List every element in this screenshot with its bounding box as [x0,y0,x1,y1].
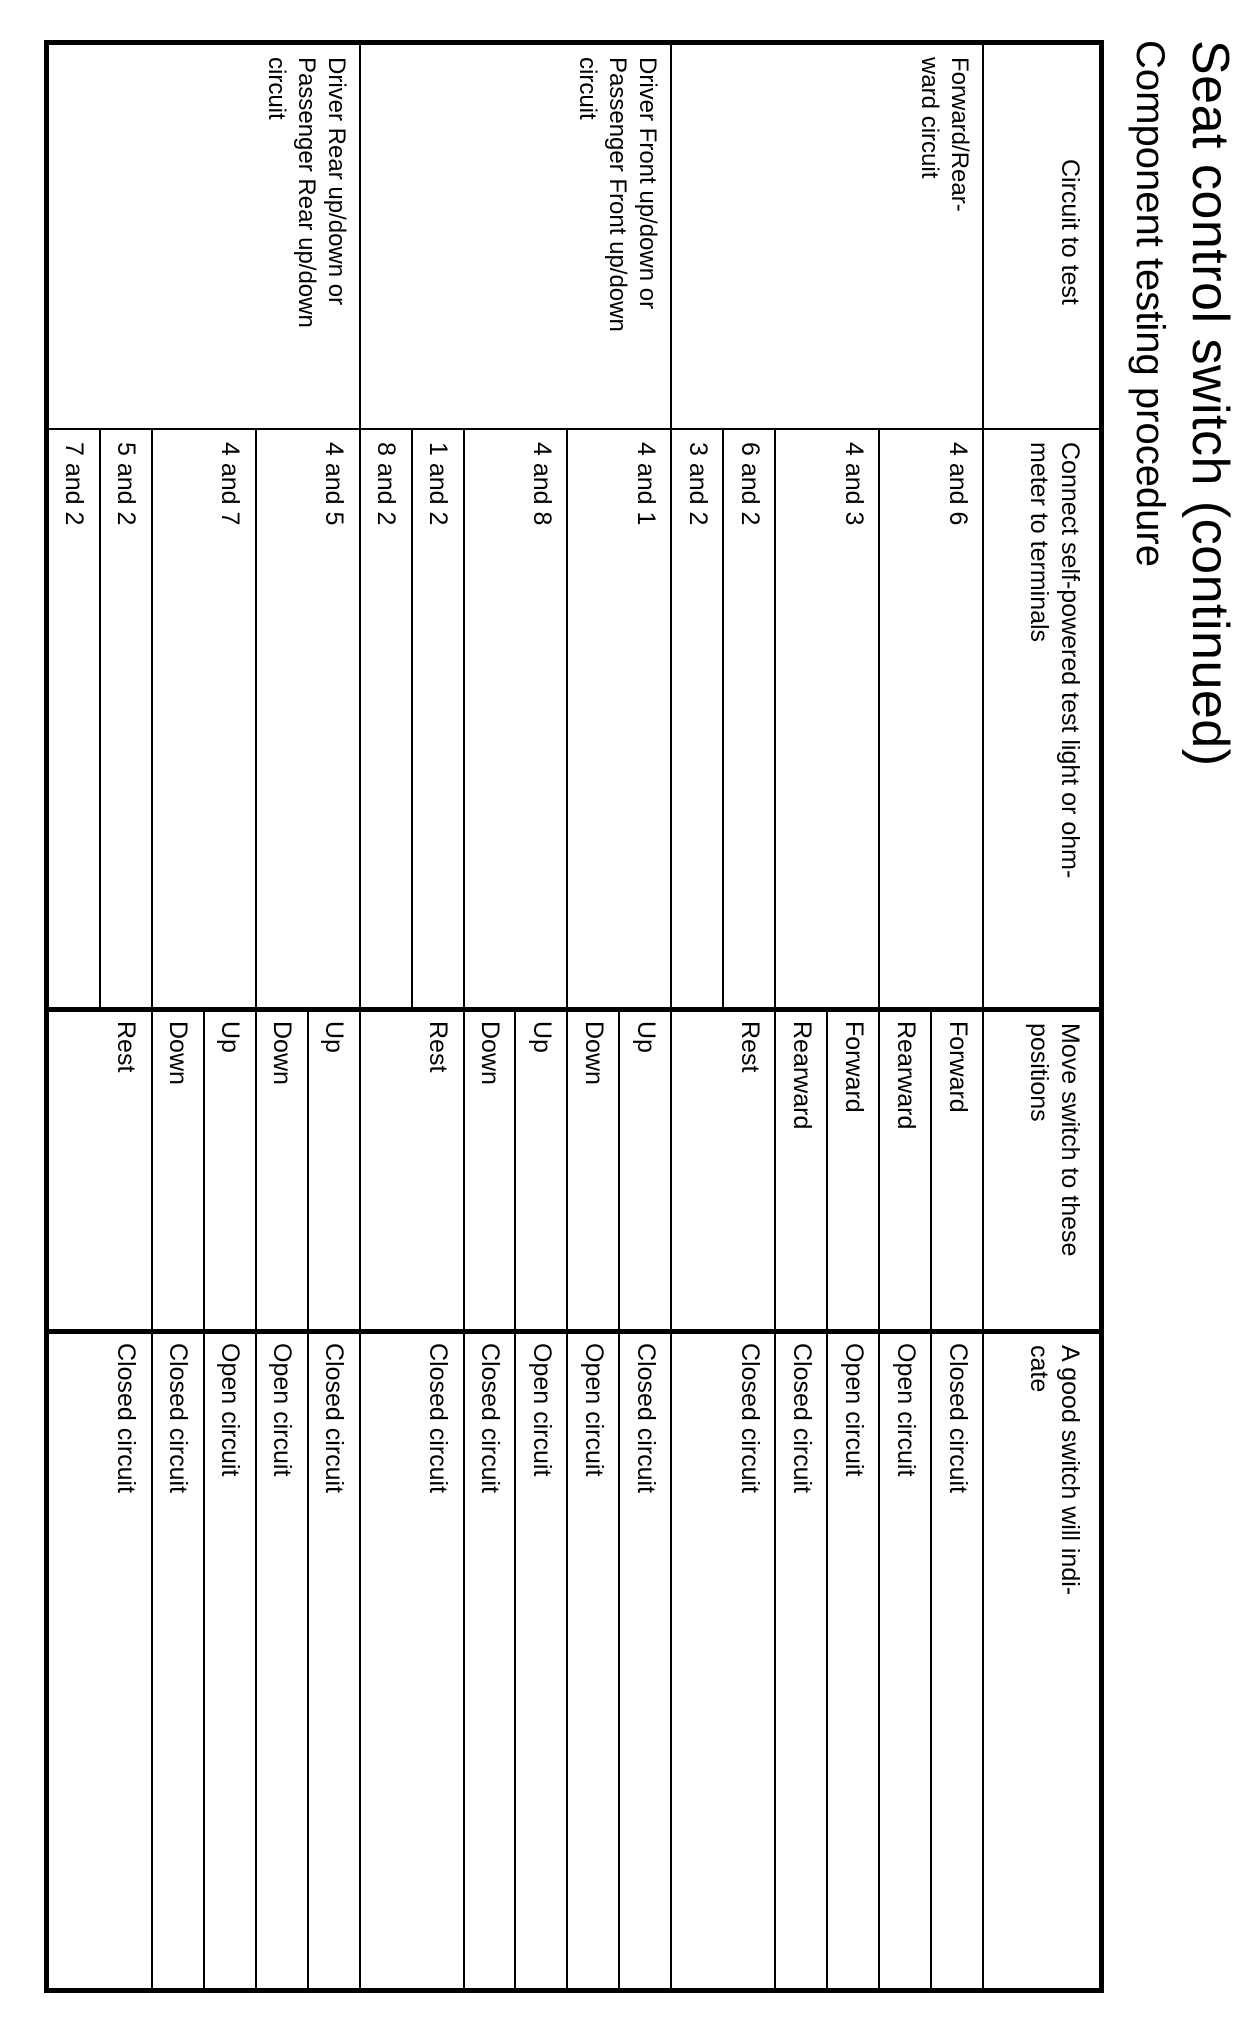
header-indicate: cate [1025,1345,1053,1393]
header-terminals: Connect self-powered test light or ohm- [1056,442,1084,879]
switch-position: Down [476,1021,505,1085]
page-subtitle: Component testing procedure [1128,40,1172,567]
row-divider [463,1009,465,1988]
row-divider [515,1009,517,1988]
expected-result: Closed circuit [424,1343,453,1494]
column-divider [49,428,1099,430]
column-divider [49,1007,1099,1012]
column-divider [49,1329,1099,1334]
header-divider [982,45,984,1988]
expected-result: Closed circuit [112,1343,141,1494]
component-testing-table [44,40,1104,1993]
expected-result: Closed circuit [735,1343,764,1494]
terminal-pair: 7 and 2 [60,442,89,526]
switch-position: Up [631,1021,660,1053]
expected-result: Closed circuit [943,1343,972,1494]
terminal-pair: 4 and 7 [216,442,245,526]
switch-position: Up [320,1021,349,1053]
switch-position: Forward [943,1021,972,1113]
row-divider [566,1009,568,1988]
header-positions: Move switch to these [1056,1023,1084,1257]
terminal-pair: 6 and 2 [735,442,764,526]
switch-position: Up [216,1021,245,1053]
circuit-label: ward circuit [916,57,943,179]
circuit-label: circuit [574,57,602,120]
switch-position: Rest [735,1021,764,1073]
row-divider [151,428,153,1007]
group-divider [670,45,672,1988]
circuit-label: Passenger Rear up/down [292,57,320,328]
expected-result: Open circuit [216,1343,245,1477]
row-divider [151,1009,153,1988]
expected-result: Closed circuit [164,1343,193,1494]
terminal-pair: 4 and 8 [527,442,556,526]
row-divider [930,1009,932,1988]
expected-result: Closed circuit [787,1343,816,1494]
terminal-pair: 8 and 2 [372,442,401,526]
terminal-pair: 4 and 1 [631,442,660,526]
expected-result: Open circuit [268,1343,297,1477]
row-divider [774,1009,776,1988]
expected-result: Open circuit [527,1343,556,1477]
circuit-label: Driver Rear up/down or [322,57,350,306]
row-divider [878,1009,880,1988]
group-divider [359,45,361,1988]
expected-result: Open circuit [891,1343,920,1477]
terminal-pair: 1 and 2 [424,442,453,526]
switch-position: Rearward [891,1021,920,1130]
switch-position: Up [527,1021,556,1053]
expected-result: Closed circuit [320,1343,349,1494]
expected-result: Open circuit [839,1343,868,1477]
row-divider [826,1009,828,1988]
row-divider [618,1009,620,1988]
switch-position: Rearward [787,1021,816,1130]
circuit-label: Forward/Rear- [946,57,973,212]
row-divider [255,1009,257,1988]
header-positions: positions [1025,1023,1053,1122]
switch-position: Forward [839,1021,868,1113]
switch-position: Down [579,1021,608,1085]
terminal-pair: 4 and 6 [943,442,972,526]
circuit-label: circuit [262,57,290,120]
terminal-pair: 5 and 2 [112,442,141,526]
terminal-pair: 3 and 2 [683,442,712,526]
terminal-pair: 4 and 5 [320,442,349,526]
row-divider [463,428,465,1007]
header-terminals: meter to terminals [1025,442,1053,643]
switch-position: Down [164,1021,193,1085]
row-divider [722,428,724,1007]
row-divider [411,428,413,1007]
expected-result: Closed circuit [476,1343,505,1494]
page-title: Seat control switch (continued) [1181,40,1239,767]
row-divider [774,428,776,1007]
row-divider [255,428,257,1007]
expected-result: Open circuit [579,1343,608,1477]
row-divider [878,428,880,1007]
row-divider [566,428,568,1007]
row-divider [203,1009,205,1988]
header-circuit: Circuit to test [1056,159,1084,305]
circuit-label: Driver Front up/down or [634,57,662,310]
row-divider [99,428,101,1007]
terminal-pair: 4 and 3 [839,442,868,526]
switch-position: Down [268,1021,297,1085]
expected-result: Closed circuit [631,1343,660,1494]
switch-position: Rest [112,1021,141,1073]
circuit-label: Passenger Front up/down [604,57,632,332]
switch-position: Rest [424,1021,453,1073]
header-indicate: A good switch will indi- [1056,1345,1084,1596]
row-divider [307,1009,309,1988]
